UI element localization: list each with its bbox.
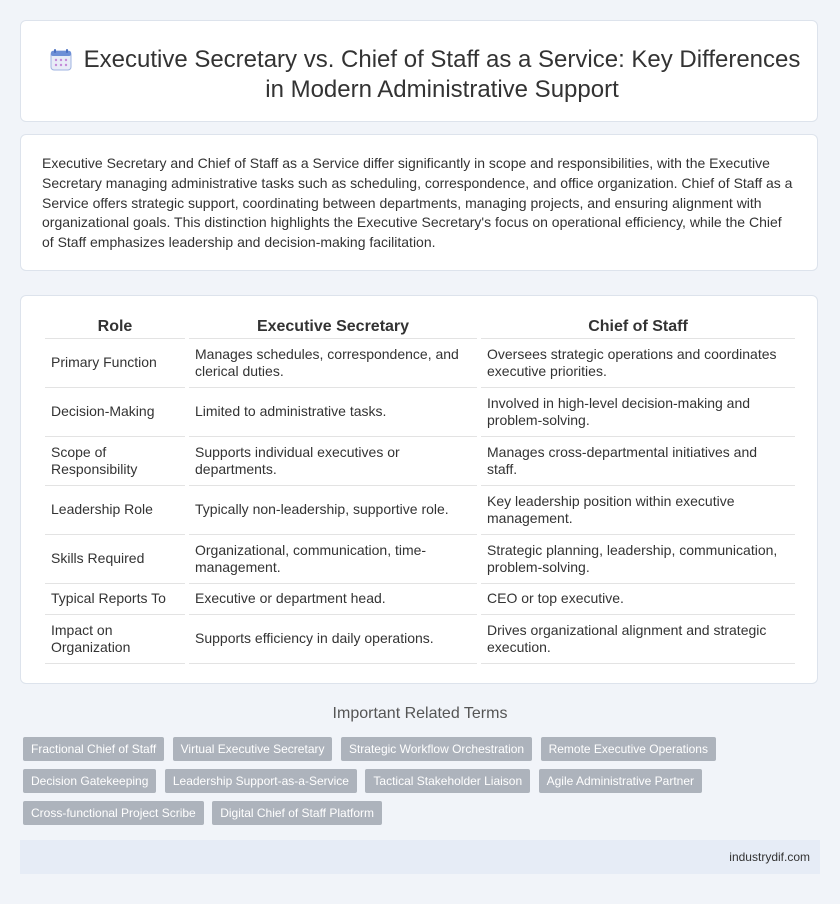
executive-secretary-cell: Supports efficiency in daily operations. [189,615,477,664]
table-row [45,388,795,437]
row-label: Decision-Making [45,388,185,437]
calendar-icon [49,48,73,72]
table-row [45,535,795,584]
related-terms-title: Important Related Terms [332,705,508,722]
executive-secretary-cell: Organizational, communication, time-management. [189,535,477,584]
related-term-tag[interactable]: Leadership Support-as-a-Service [165,769,357,793]
related-term-tag[interactable]: Virtual Executive Secretary [173,737,333,761]
table-header-row [45,316,795,339]
table-row [45,339,795,388]
chief-of-staff-cell: Strategic planning, leadership, communication, problem-solving. [481,535,795,584]
row-label: Skills Required [45,535,185,584]
page-title: Executive Secretary vs. Chief of Staff as a Service: Key Differences in Modern Administrative Support [83,46,801,103]
executive-secretary-cell: Manages schedules, correspondence, and clerical duties. [189,339,477,388]
related-term-tag[interactable]: Digital Chief of Staff Platform [212,801,382,825]
related-term-tag[interactable]: Tactical Stakeholder Liaison [365,769,530,793]
related-term-tag[interactable]: Fractional Chief of Staff [23,737,164,761]
intro-card [20,134,818,271]
chief-of-staff-cell: Oversees strategic operations and coordinates executive priorities. [481,339,795,388]
executive-secretary-cell: Limited to administrative tasks. [189,388,477,437]
chief-of-staff-cell: Key leadership position within executive management. [481,486,795,535]
related-terms-list [23,737,743,833]
title-card [20,20,818,122]
intro-paragraph: Executive Secretary and Chief of Staff as a Service differ significantly in scope and responsibilities, with the Executive Secretary managing administrative tasks such as scheduling, correspondence, and office organization. Chief of Staff as a Service offers strategic support, coordinating between departments, managing projects, and ensuring alignment with organizational goals. This distinction highlights the Executive Secretary's focus on operational efficiency, while the Chief of Staff emphasizes leadership and decision-making facilitation. [42,155,793,251]
row-label: Impact on Organization [45,615,185,664]
chief-of-staff-cell: Manages cross-departmental initiatives and staff. [481,437,795,486]
related-term-tag[interactable]: Cross-functional Project Scribe [23,801,204,825]
table-row [45,615,795,664]
related-term-tag[interactable]: Decision Gatekeeping [23,769,156,793]
related-term-tag[interactable]: Remote Executive Operations [541,737,716,761]
related-term-tag[interactable]: Strategic Workflow Orchestration [341,737,532,761]
row-label: Leadership Role [45,486,185,535]
table-row [45,437,795,486]
row-label: Scope of Responsibility [45,437,185,486]
chief-of-staff-cell: Drives organizational alignment and strategic execution. [481,615,795,664]
executive-secretary-cell: Supports individual executives or departments. [189,437,477,486]
comparison-card [20,295,818,684]
row-label: Primary Function [45,339,185,388]
comparison-table [41,316,799,664]
chief-of-staff-cell: Involved in high-level decision-making and problem-solving. [481,388,795,437]
header-chief-of-staff: Chief of Staff [481,316,795,339]
executive-secretary-cell: Typically non-leadership, supportive role. [189,486,477,535]
header-executive-secretary: Executive Secretary [189,316,477,339]
footer-site-link[interactable]: industrydif.com [729,850,810,864]
table-row [45,486,795,535]
executive-secretary-cell: Executive or department head. [189,584,477,615]
header-role: Role [45,316,185,339]
footer [20,840,820,874]
related-term-tag[interactable]: Agile Administrative Partner [539,769,702,793]
row-label: Typical Reports To [45,584,185,615]
table-row [45,584,795,615]
chief-of-staff-cell: CEO or top executive. [481,584,795,615]
